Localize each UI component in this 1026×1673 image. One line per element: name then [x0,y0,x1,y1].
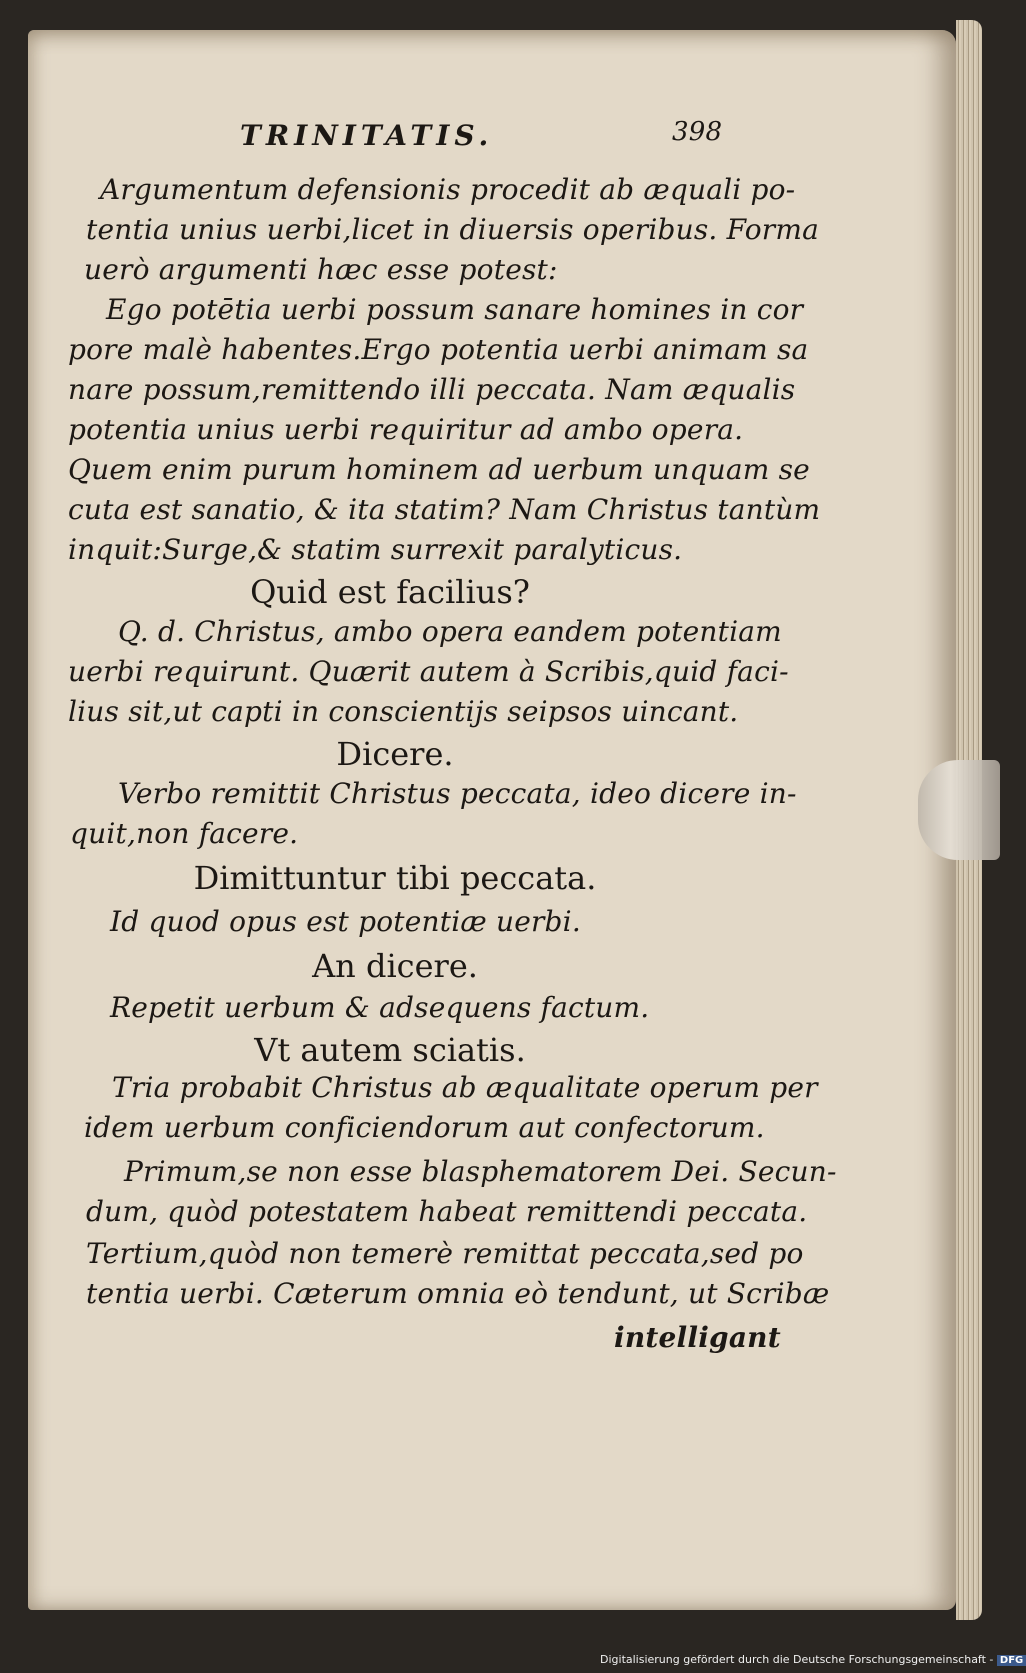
text-line: Verbo remittit Christus peccata, ideo dicere in- [118,777,797,810]
text-line: Primum,se non esse blasphematorem Dei. Secun- [124,1155,837,1188]
catchword: intelligant [614,1321,781,1354]
text-line: tentia uerbi. Cæterum omnia eò tendunt, ut Scribæ [86,1277,830,1310]
text-line: pore malè habentes.Ergo potentia uerbi animam sa [68,333,809,366]
text-line: Tria probabit Christus ab æqualitate operum per [112,1071,818,1104]
text-line: potentia unius uerbi requiritur ad ambo opera. [68,413,744,446]
lemma-heading: Dimittuntur tibi peccata. [193,859,597,897]
text-line: Id quod opus est potentiæ uerbi. [110,905,581,938]
dfg-logo-icon: DFG [997,1655,1026,1666]
lemma-heading: An dicere. [312,947,478,985]
text-line: dum, quòd potestatem habeat remittendi peccata. [86,1195,808,1228]
text-line: Argumentum defensionis procedit ab æquali po- [100,173,796,206]
lemma-heading: Quid est facilius? [250,573,530,611]
text-line: quit,non facere. [70,817,299,850]
text-line: tentia unius uerbi,licet in diuersis operibus. Forma [86,213,820,246]
text-line: cuta est sanatio, & ita statim? Nam Christus tantùm [68,493,821,526]
text-line: nare possum,remittendo illi peccata. Nam æqualis [68,373,796,406]
text-line: Ego potētia uerbi possum sanare homines in cor [106,293,804,326]
text-line: uerbi requirunt. Quærit autem à Scribis,quid faci- [68,655,789,688]
lemma-heading: Dicere. [336,735,454,773]
text-line: idem uerbum conficiendorum aut confectorum. [84,1111,765,1144]
running-title: TRINITATIS. [240,119,494,152]
text-line: Tertium,quòd non temerè remittat peccata,sed po [86,1237,804,1270]
credit-text: Digitalisierung gefördert durch die Deutsche Forschungsgemeinschaft - [600,1653,994,1666]
text-line: Quem enim purum hominem ad uerbum unquam se [68,453,810,486]
text-line: Q. d. Christus, ambo opera eandem potentiam [118,615,782,648]
text-line: uerò argumenti hæc esse potest: [84,253,558,286]
digitization-credit [600,1650,1024,1670]
page-number: 398 [672,117,723,147]
lemma-heading: Vt autem sciatis. [254,1031,526,1069]
text-line: lius sit,ut capti in conscientijs seipsos uincant. [68,695,739,728]
text-line: inquit:Surge,& statim surrexit paralyticus. [68,533,683,566]
text-line: Repetit uerbum & adsequens factum. [110,991,650,1024]
